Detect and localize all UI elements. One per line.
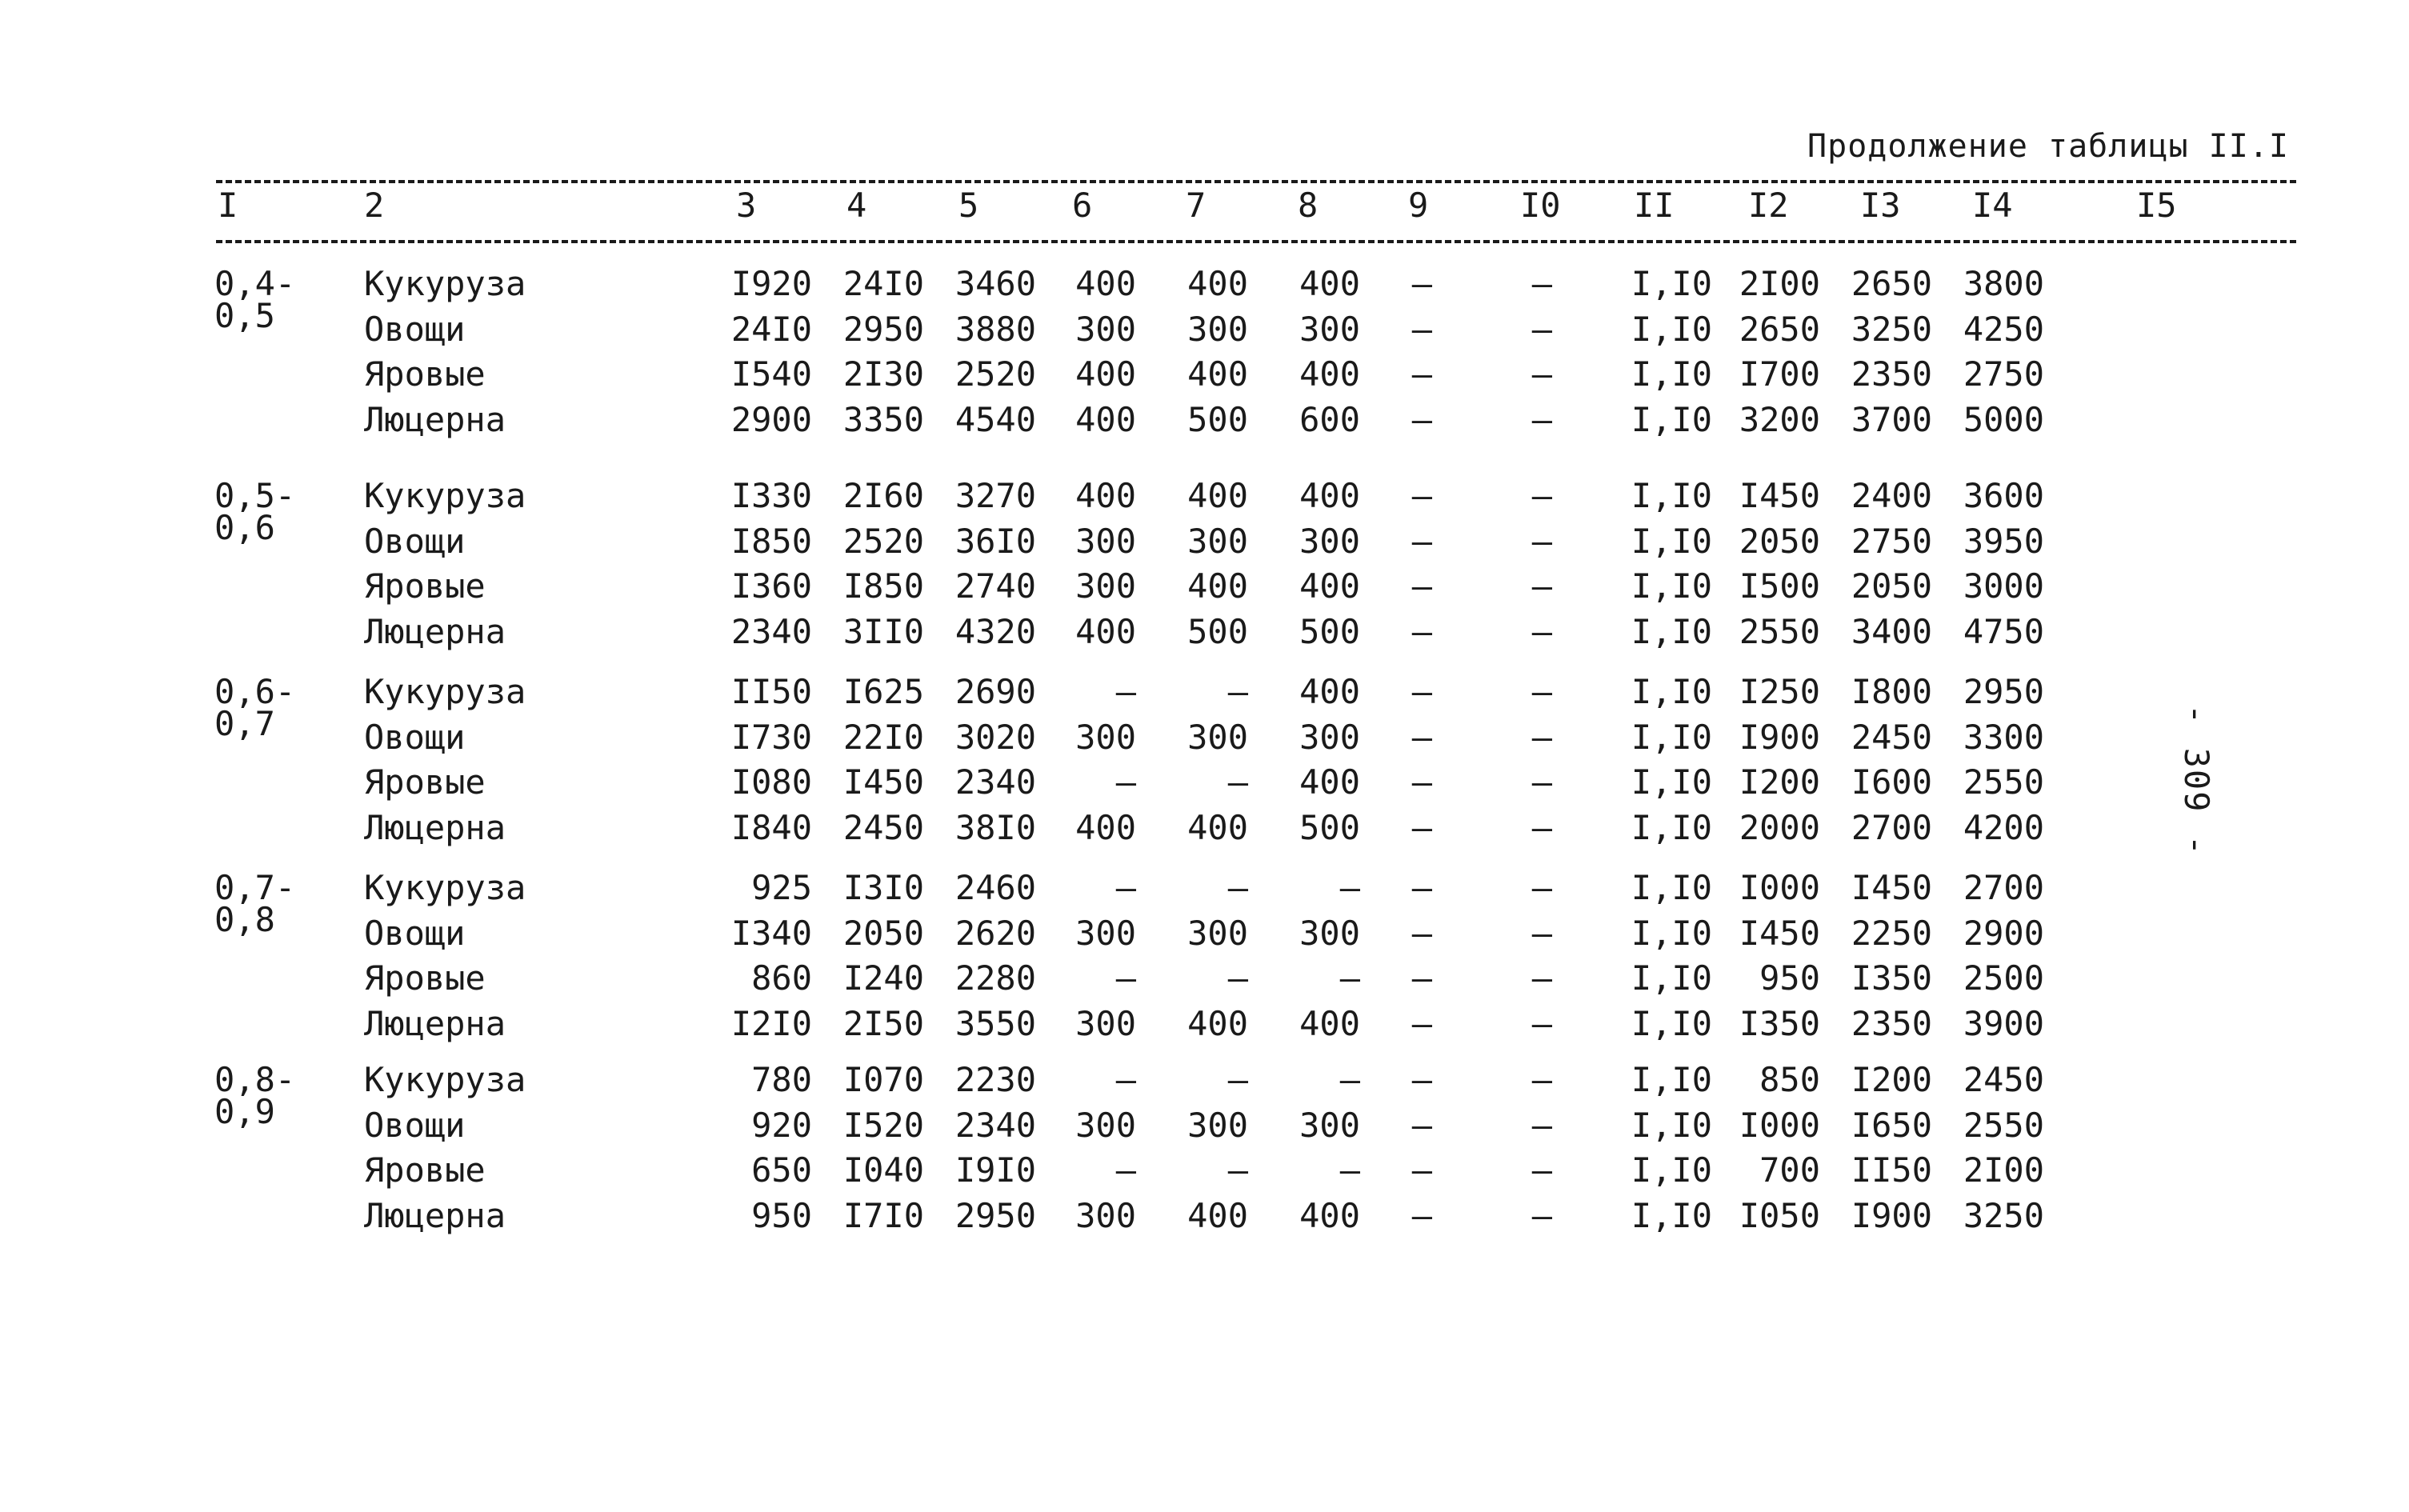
table-cell: 400 bbox=[1187, 566, 1248, 606]
table-cell: 400 bbox=[1075, 807, 1136, 847]
table-cell: I,I0 bbox=[1631, 762, 1712, 802]
table-cell: 300 bbox=[1075, 1195, 1136, 1235]
table-cell: 2750 bbox=[1963, 354, 2044, 394]
table-cell: – bbox=[1339, 1060, 1360, 1099]
soil-range-label bbox=[214, 672, 296, 743]
table-cell: 400 bbox=[1299, 1003, 1360, 1043]
crop-name: Овощи bbox=[364, 717, 466, 757]
table-cell: 500 bbox=[1187, 611, 1248, 651]
table-cell: I700 bbox=[1739, 354, 1820, 394]
table-cell: I,I0 bbox=[1631, 1195, 1712, 1235]
table-cell: 2750 bbox=[1851, 521, 1932, 561]
table-cell: I,I0 bbox=[1631, 958, 1712, 998]
table-cell: 2460 bbox=[954, 868, 1036, 907]
table-caption: Продолжение таблицы II.I bbox=[1807, 128, 2289, 165]
table-cell: I000 bbox=[1739, 868, 1820, 907]
table-cell: I,I0 bbox=[1631, 476, 1712, 515]
table-cell: I,I0 bbox=[1631, 309, 1712, 349]
table-cell: I050 bbox=[1739, 1195, 1820, 1235]
table-cell: I650 bbox=[1851, 1105, 1932, 1145]
table-cell: 400 bbox=[1299, 264, 1360, 303]
table-cell: 2500 bbox=[1963, 958, 2044, 998]
table-cell: 400 bbox=[1299, 566, 1360, 606]
range-line: 0,7 bbox=[214, 704, 275, 743]
table-cell: 3300 bbox=[1963, 717, 2044, 757]
crop-name: Люцерна bbox=[364, 1003, 506, 1043]
table-cell: 2000 bbox=[1739, 807, 1820, 847]
column-header-6: 6 bbox=[1072, 186, 1093, 225]
table-cell: 925 bbox=[751, 868, 812, 907]
table-cell: 300 bbox=[1187, 717, 1248, 757]
table-cell: II50 bbox=[1851, 1150, 1932, 1190]
table-cell: 24I0 bbox=[730, 309, 812, 349]
table-cell: – bbox=[1411, 566, 1432, 606]
table-cell: – bbox=[1115, 762, 1136, 802]
table-cell: – bbox=[1531, 1003, 1552, 1043]
table-cell: 500 bbox=[1299, 807, 1360, 847]
table-cell: 3200 bbox=[1739, 399, 1820, 439]
table-cell: 300 bbox=[1187, 309, 1248, 349]
table-cell: – bbox=[1411, 717, 1432, 757]
table-cell: I,I0 bbox=[1631, 807, 1712, 847]
range-line: 0,9 bbox=[214, 1092, 275, 1131]
table-cell: I,I0 bbox=[1631, 1060, 1712, 1099]
table-cell: 500 bbox=[1299, 611, 1360, 651]
table-cell: 2050 bbox=[842, 913, 924, 953]
table-cell: – bbox=[1411, 521, 1432, 561]
crop-name: Люцерна bbox=[364, 1195, 506, 1235]
table-cell: – bbox=[1531, 264, 1552, 303]
table-cell: I,I0 bbox=[1631, 717, 1712, 757]
table-cell: 300 bbox=[1187, 913, 1248, 953]
table-cell: I,I0 bbox=[1631, 1150, 1712, 1190]
table-cell: 5000 bbox=[1963, 399, 2044, 439]
table-cell: 3900 bbox=[1963, 1003, 2044, 1043]
table-cell: 2740 bbox=[954, 566, 1036, 606]
column-header-1: I bbox=[218, 186, 238, 225]
table-cell: 400 bbox=[1187, 807, 1248, 847]
table-cell: – bbox=[1411, 762, 1432, 802]
range-line: 0,7- bbox=[214, 868, 296, 907]
table-cell: I2I0 bbox=[730, 1003, 812, 1043]
range-line: 0,4- bbox=[214, 264, 296, 303]
table-cell: 2I00 bbox=[1739, 264, 1820, 303]
table-cell: 650 bbox=[751, 1150, 812, 1190]
crop-name: Овощи bbox=[364, 913, 466, 953]
column-header-7: 7 bbox=[1186, 186, 1207, 225]
table-cell: – bbox=[1531, 1195, 1552, 1235]
table-cell: I200 bbox=[1739, 762, 1820, 802]
soil-range-label bbox=[214, 264, 296, 335]
table-cell: 300 bbox=[1075, 1003, 1136, 1043]
table-cell: I,I0 bbox=[1631, 521, 1712, 561]
table-cell: – bbox=[1531, 309, 1552, 349]
table-cell: 2450 bbox=[842, 807, 924, 847]
table-cell: 300 bbox=[1299, 913, 1360, 953]
table-cell: 2520 bbox=[842, 521, 924, 561]
table-cell: II50 bbox=[730, 672, 812, 711]
table-cell: 300 bbox=[1075, 717, 1136, 757]
table-cell: 2900 bbox=[1963, 913, 2044, 953]
table-cell: 3020 bbox=[954, 717, 1036, 757]
crop-name: Кукуруза bbox=[364, 868, 526, 907]
table-cell: – bbox=[1411, 958, 1432, 998]
table-cell: 2I00 bbox=[1963, 1150, 2044, 1190]
table-cell: 400 bbox=[1187, 1195, 1248, 1235]
table-cell: 3880 bbox=[954, 309, 1036, 349]
table-cell: 3550 bbox=[954, 1003, 1036, 1043]
crop-name: Овощи bbox=[364, 309, 466, 349]
table-cell: 4540 bbox=[954, 399, 1036, 439]
table-cell: – bbox=[1227, 762, 1248, 802]
table-cell: 2900 bbox=[730, 399, 812, 439]
column-header-8: 8 bbox=[1298, 186, 1319, 225]
table-cell: I040 bbox=[842, 1150, 924, 1190]
table-cell: I450 bbox=[1739, 476, 1820, 515]
table-header-rule bbox=[216, 240, 2296, 243]
table-cell: I,I0 bbox=[1631, 672, 1712, 711]
table-cell: 3950 bbox=[1963, 521, 2044, 561]
table-cell: I360 bbox=[730, 566, 812, 606]
table-cell: 2700 bbox=[1963, 868, 2044, 907]
table-cell: I900 bbox=[1739, 717, 1820, 757]
table-cell: 300 bbox=[1299, 717, 1360, 757]
table-cell: 400 bbox=[1075, 354, 1136, 394]
range-line: 0,8- bbox=[214, 1060, 296, 1099]
table-cell: I540 bbox=[730, 354, 812, 394]
table-cell: – bbox=[1227, 958, 1248, 998]
table-cell: 780 bbox=[751, 1060, 812, 1099]
table-cell: I840 bbox=[730, 807, 812, 847]
table-cell: 400 bbox=[1187, 354, 1248, 394]
table-cell: 3II0 bbox=[842, 611, 924, 651]
range-line: 0,5 bbox=[214, 296, 275, 335]
table-cell: – bbox=[1531, 521, 1552, 561]
table-cell: I,I0 bbox=[1631, 566, 1712, 606]
crop-name: Кукуруза bbox=[364, 1060, 526, 1099]
table-cell: – bbox=[1115, 958, 1136, 998]
table-cell: 2950 bbox=[842, 309, 924, 349]
table-cell: 2550 bbox=[1739, 611, 1820, 651]
table-cell: 2340 bbox=[954, 1105, 1036, 1145]
column-header-14: I4 bbox=[1972, 186, 2013, 225]
table-cell: 400 bbox=[1075, 399, 1136, 439]
table-cell: – bbox=[1339, 1150, 1360, 1190]
table-cell: 300 bbox=[1075, 913, 1136, 953]
table-cell: I600 bbox=[1851, 762, 1932, 802]
table-cell: 3700 bbox=[1851, 399, 1932, 439]
table-cell: – bbox=[1411, 913, 1432, 953]
table-cell: – bbox=[1227, 1060, 1248, 1099]
table-cell: – bbox=[1531, 868, 1552, 907]
table-cell: I900 bbox=[1851, 1195, 1932, 1235]
table-cell: I,I0 bbox=[1631, 1003, 1712, 1043]
table-cell: I450 bbox=[842, 762, 924, 802]
table-cell: I,I0 bbox=[1631, 913, 1712, 953]
table-cell: 400 bbox=[1075, 264, 1136, 303]
table-cell: – bbox=[1531, 762, 1552, 802]
table-cell: 2350 bbox=[1851, 354, 1932, 394]
table-cell: 500 bbox=[1187, 399, 1248, 439]
table-cell: 4320 bbox=[954, 611, 1036, 651]
column-header-12: I2 bbox=[1748, 186, 1789, 225]
table-cell: 300 bbox=[1299, 521, 1360, 561]
crop-name: Яровые bbox=[364, 566, 486, 606]
table-cell: – bbox=[1411, 264, 1432, 303]
table-cell: I,I0 bbox=[1631, 399, 1712, 439]
table-cell: 2230 bbox=[954, 1060, 1036, 1099]
table-cell: – bbox=[1411, 354, 1432, 394]
column-header-10: I0 bbox=[1520, 186, 1561, 225]
table-cell: – bbox=[1411, 611, 1432, 651]
crop-name: Люцерна bbox=[364, 399, 506, 439]
table-cell: 3250 bbox=[1851, 309, 1932, 349]
table-cell: 3250 bbox=[1963, 1195, 2044, 1235]
table-cell: 24I0 bbox=[842, 264, 924, 303]
table-cell: 2050 bbox=[1851, 566, 1932, 606]
table-cell: – bbox=[1531, 807, 1552, 847]
table-cell: 2340 bbox=[954, 762, 1036, 802]
table-cell: – bbox=[1227, 868, 1248, 907]
table-cell: – bbox=[1531, 1060, 1552, 1099]
table-cell: I800 bbox=[1851, 672, 1932, 711]
column-header-4: 4 bbox=[846, 186, 867, 225]
table-cell: 400 bbox=[1187, 264, 1248, 303]
table-cell: 400 bbox=[1075, 476, 1136, 515]
table-cell: 2550 bbox=[1963, 1105, 2044, 1145]
table-cell: I,I0 bbox=[1631, 1105, 1712, 1145]
soil-range-label bbox=[214, 1060, 296, 1131]
crop-name: Яровые bbox=[364, 354, 486, 394]
table-cell: 300 bbox=[1299, 1105, 1360, 1145]
table-cell: – bbox=[1411, 1105, 1432, 1145]
range-line: 0,6- bbox=[214, 672, 296, 711]
table-cell: 2250 bbox=[1851, 913, 1932, 953]
table-cell: – bbox=[1411, 399, 1432, 439]
table-top-rule bbox=[216, 180, 2296, 183]
column-header-15: I5 bbox=[2136, 186, 2177, 225]
table-cell: 400 bbox=[1187, 1003, 1248, 1043]
table-cell: 2400 bbox=[1851, 476, 1932, 515]
table-cell: – bbox=[1411, 868, 1432, 907]
table-cell: I,I0 bbox=[1631, 611, 1712, 651]
table-cell: 2450 bbox=[1851, 717, 1932, 757]
column-header-5: 5 bbox=[958, 186, 979, 225]
table-cell: 400 bbox=[1187, 476, 1248, 515]
table-cell: I200 bbox=[1851, 1060, 1932, 1099]
table-cell: I520 bbox=[842, 1105, 924, 1145]
table-cell: 2280 bbox=[954, 958, 1036, 998]
table-cell: 22I0 bbox=[842, 717, 924, 757]
table-cell: – bbox=[1227, 672, 1248, 711]
table-cell: 2620 bbox=[954, 913, 1036, 953]
table-cell: 2050 bbox=[1739, 521, 1820, 561]
table-cell: I500 bbox=[1739, 566, 1820, 606]
table-cell: – bbox=[1411, 672, 1432, 711]
table-cell: I000 bbox=[1739, 1105, 1820, 1145]
table-cell: – bbox=[1531, 611, 1552, 651]
table-cell: – bbox=[1531, 913, 1552, 953]
table-cell: – bbox=[1115, 868, 1136, 907]
table-cell: 850 bbox=[1759, 1060, 1820, 1099]
table-cell: – bbox=[1411, 807, 1432, 847]
table-cell: 4250 bbox=[1963, 309, 2044, 349]
range-line: 0,8 bbox=[214, 900, 275, 939]
crop-name: Кукуруза bbox=[364, 264, 526, 303]
column-header-9: 9 bbox=[1408, 186, 1429, 225]
table-cell: 300 bbox=[1075, 566, 1136, 606]
page-number: - 309 - bbox=[2177, 704, 2216, 858]
table-cell: 3600 bbox=[1963, 476, 2044, 515]
crop-name: Овощи bbox=[364, 521, 466, 561]
table-cell: 950 bbox=[751, 1195, 812, 1235]
table-cell: 2950 bbox=[1963, 672, 2044, 711]
table-cell: 400 bbox=[1299, 762, 1360, 802]
crop-name: Люцерна bbox=[364, 807, 506, 847]
table-cell: I3I0 bbox=[842, 868, 924, 907]
table-cell: 2I50 bbox=[842, 1003, 924, 1043]
table-cell: 2700 bbox=[1851, 807, 1932, 847]
column-header-2: 2 bbox=[364, 186, 385, 225]
table-cell: 700 bbox=[1759, 1150, 1820, 1190]
table-cell: 2I60 bbox=[842, 476, 924, 515]
table-cell: – bbox=[1411, 1150, 1432, 1190]
table-cell: 2I30 bbox=[842, 354, 924, 394]
table-cell: I,I0 bbox=[1631, 868, 1712, 907]
table-cell: 2690 bbox=[954, 672, 1036, 711]
table-cell: 950 bbox=[1759, 958, 1820, 998]
table-cell: 400 bbox=[1299, 672, 1360, 711]
crop-name: Кукуруза bbox=[364, 672, 526, 711]
table-cell: 38I0 bbox=[954, 807, 1036, 847]
table-cell: 4200 bbox=[1963, 807, 2044, 847]
table-cell: 3460 bbox=[954, 264, 1036, 303]
table-cell: – bbox=[1411, 1003, 1432, 1043]
crop-name: Овощи bbox=[364, 1105, 466, 1145]
table-cell: 400 bbox=[1075, 611, 1136, 651]
table-cell: I730 bbox=[730, 717, 812, 757]
table-cell: – bbox=[1531, 1105, 1552, 1145]
table-cell: I7I0 bbox=[842, 1195, 924, 1235]
soil-range-label bbox=[214, 868, 296, 939]
table-cell: I350 bbox=[1739, 1003, 1820, 1043]
table-cell: – bbox=[1531, 672, 1552, 711]
table-cell: 300 bbox=[1187, 521, 1248, 561]
table-cell: 2550 bbox=[1963, 762, 2044, 802]
table-cell: 3800 bbox=[1963, 264, 2044, 303]
table-cell: I240 bbox=[842, 958, 924, 998]
table-cell: – bbox=[1531, 717, 1552, 757]
table-cell: 2450 bbox=[1963, 1060, 2044, 1099]
table-cell: – bbox=[1531, 566, 1552, 606]
table-cell: I,I0 bbox=[1631, 354, 1712, 394]
table-cell: I080 bbox=[730, 762, 812, 802]
table-cell: 300 bbox=[1299, 309, 1360, 349]
table-cell: – bbox=[1411, 1060, 1432, 1099]
table-cell: I850 bbox=[842, 566, 924, 606]
crop-name: Люцерна bbox=[364, 611, 506, 651]
table-cell: – bbox=[1227, 1150, 1248, 1190]
table-cell: I070 bbox=[842, 1060, 924, 1099]
table-cell: 300 bbox=[1075, 309, 1136, 349]
table-cell: – bbox=[1531, 1150, 1552, 1190]
crop-name: Яровые bbox=[364, 1150, 486, 1190]
table-cell: I450 bbox=[1851, 868, 1932, 907]
table-cell: I250 bbox=[1739, 672, 1820, 711]
table-cell: – bbox=[1531, 476, 1552, 515]
table-cell: I330 bbox=[730, 476, 812, 515]
table-cell: 400 bbox=[1299, 354, 1360, 394]
column-header-13: I3 bbox=[1860, 186, 1901, 225]
table-cell: – bbox=[1531, 399, 1552, 439]
table-cell: I350 bbox=[1851, 958, 1932, 998]
table-cell: 3400 bbox=[1851, 611, 1932, 651]
table-cell: – bbox=[1531, 958, 1552, 998]
table-cell: 920 bbox=[751, 1105, 812, 1145]
table-cell: I,I0 bbox=[1631, 264, 1712, 303]
table-cell: – bbox=[1411, 1195, 1432, 1235]
table-cell: – bbox=[1339, 958, 1360, 998]
table-cell: – bbox=[1411, 309, 1432, 349]
crop-name: Яровые bbox=[364, 958, 486, 998]
table-cell: I625 bbox=[842, 672, 924, 711]
table-cell: 2520 bbox=[954, 354, 1036, 394]
table-cell: 3270 bbox=[954, 476, 1036, 515]
table-cell: 400 bbox=[1299, 476, 1360, 515]
table-cell: I450 bbox=[1739, 913, 1820, 953]
table-cell: 2350 bbox=[1851, 1003, 1932, 1043]
table-cell: 300 bbox=[1075, 521, 1136, 561]
table-cell: 2650 bbox=[1851, 264, 1932, 303]
table-cell: – bbox=[1339, 868, 1360, 907]
table-cell: – bbox=[1115, 1150, 1136, 1190]
table-cell: 860 bbox=[751, 958, 812, 998]
table-cell: – bbox=[1411, 476, 1432, 515]
range-line: 0,6 bbox=[214, 508, 275, 547]
table-cell: – bbox=[1115, 1060, 1136, 1099]
table-cell: 36I0 bbox=[954, 521, 1036, 561]
table-cell: I850 bbox=[730, 521, 812, 561]
table-cell: I9I0 bbox=[954, 1150, 1036, 1190]
table-cell: 4750 bbox=[1963, 611, 2044, 651]
column-header-11: II bbox=[1634, 186, 1675, 225]
crop-name: Кукуруза bbox=[364, 476, 526, 515]
table-cell: 600 bbox=[1299, 399, 1360, 439]
soil-range-label bbox=[214, 476, 296, 547]
table-cell: 400 bbox=[1299, 1195, 1360, 1235]
table-cell: 2650 bbox=[1739, 309, 1820, 349]
table-cell: I340 bbox=[730, 913, 812, 953]
table-cell: 300 bbox=[1187, 1105, 1248, 1145]
table-cell: 300 bbox=[1075, 1105, 1136, 1145]
table-cell: 3350 bbox=[842, 399, 924, 439]
table-cell: 3000 bbox=[1963, 566, 2044, 606]
table-cell: 2340 bbox=[730, 611, 812, 651]
column-header-3: 3 bbox=[736, 186, 757, 225]
table-cell: – bbox=[1115, 672, 1136, 711]
crop-name: Яровые bbox=[364, 762, 486, 802]
range-line: 0,5- bbox=[214, 476, 296, 515]
table-cell: I920 bbox=[730, 264, 812, 303]
table-cell: – bbox=[1531, 354, 1552, 394]
table-cell: 2950 bbox=[954, 1195, 1036, 1235]
